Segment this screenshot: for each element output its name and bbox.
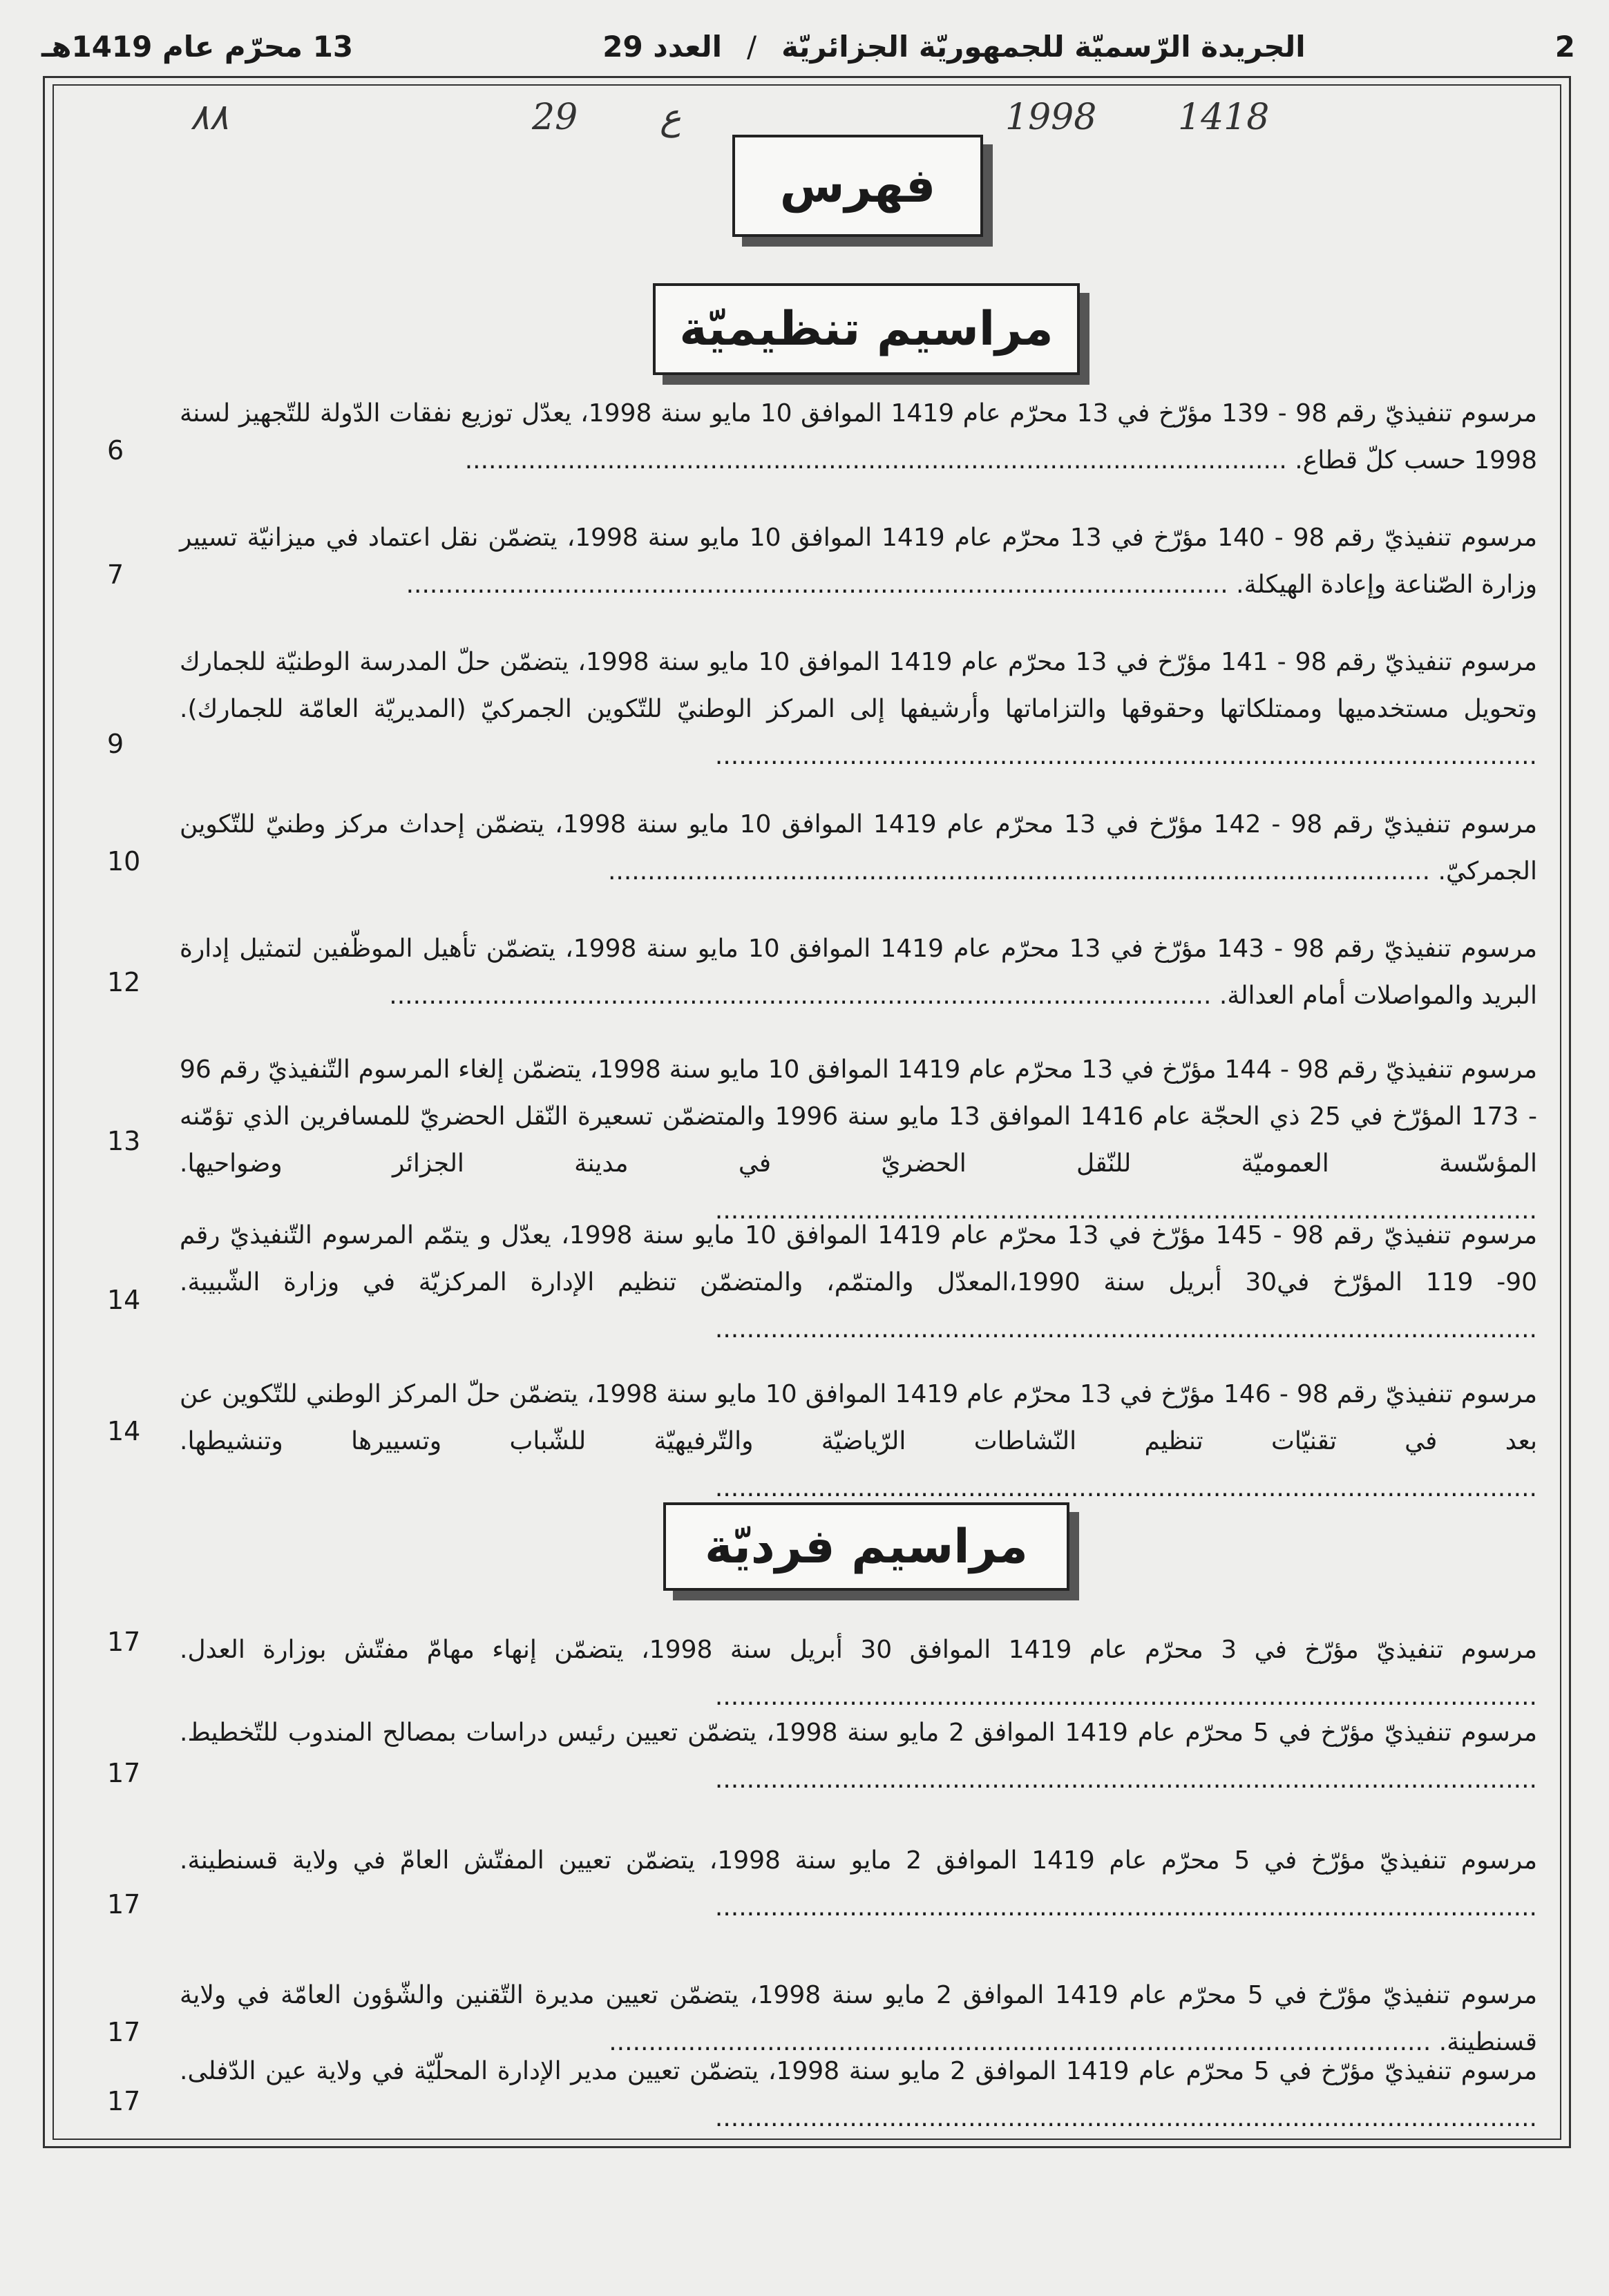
entry-page: 10 xyxy=(107,846,141,877)
entry-text: مرسوم تنفيذيّ رقم 98 - 140 مؤرّخ في 13 محرّم عام 1419 الموافق 10 مايو سنة 1998، يتضمّن نقل اعتماد في ميزانيّة تسيير وزارة الصّناعة وإعادة الهيكلة. ..... xyxy=(180,515,1537,609)
entry-text: مرسوم تنفيذيّ رقم 98 - 146 مؤرّخ في 13 محرّم عام 1419 الموافق 10 مايو سنة 1998، يتضمّن حلّ المركز الوطني للتّكوين عن بعد في تقنيّات تنظيم النّشاطات الرّياضيّة والتّرفيهيّة للشّباب وتسييرها وتنشيطها. ..... xyxy=(180,1371,1537,1465)
handwritten-note-e: ٨٨ xyxy=(190,97,229,138)
entry-text: مرسوم تنفيذيّ مؤرّخ في 5 محرّم عام 1419 الموافق 2 مايو سنة 1998، يتضمّن تعيين مدير الإدارة المحلّيّة في ولاية عين الدّفلى. ..... xyxy=(180,2048,1537,2142)
index-title: فهرس xyxy=(732,135,983,237)
entry-text: مرسوم تنفيذيّ مؤرّخ في 3 محرّم عام 1419 الموافق 30 أبريل سنة 1998، يتضمّن إنهاء مهامّ مفتّش بوزارة العدل. ..... xyxy=(180,1627,1537,1674)
entry-text: مرسوم تنفيذيّ مؤرّخ في 5 محرّم عام 1419 الموافق 2 مايو سنة 1998، يتضمّن تعيين مديرة التّقنين والشّؤون العامّة في ولاية قسنطينة. ..... xyxy=(180,1972,1537,2066)
handwritten-note-b: 1998 xyxy=(1005,97,1097,138)
entry-text: مرسوم تنفيذيّ مؤرّخ في 5 محرّم عام 1419 الموافق 2 مايو سنة 1998، يتضمّن تعيين رئيس دراسات بمصالح المندوب للتّخطيط. ..... xyxy=(180,1710,1537,1804)
handwritten-note-a: 1418 xyxy=(1178,97,1270,138)
entry-page: 12 xyxy=(107,967,141,997)
header-title-group xyxy=(602,30,1305,64)
entry-page: 6 xyxy=(107,435,124,466)
header-date: 13 محرّم عام 1419هـ xyxy=(41,29,354,64)
entry-page: 14 xyxy=(107,1285,141,1315)
entry-page: 13 xyxy=(107,1126,141,1156)
entry-page: 17 xyxy=(107,1889,141,1920)
entry-text: مرسوم تنفيذيّ رقم 98 - 139 مؤرّخ في 13 محرّم عام 1419 الموافق 10 مايو سنة 1998، يعدّل توزيع نفقات الدّولة للتّجهيز لسنة 1998 حسب كلّ قطاع. ..... xyxy=(180,390,1537,484)
individual-decrees-title: مراسيم فرديّة xyxy=(663,1502,1069,1591)
entry-text: مرسوم تنفيذيّ مؤرّخ في 5 محرّم عام 1419 الموافق 2 مايو سنة 1998، يتضمّن تعيين المفتّش العامّ في ولاية قسنطينة. ..... xyxy=(180,1837,1537,1931)
handwritten-note-c: ع xyxy=(660,97,682,138)
entry-text: مرسوم تنفيذيّ رقم 98 - 141 مؤرّخ في 13 محرّم عام 1419 الموافق 10 مايو سنة 1998، يتضمّن حلّ المدرسة الوطنيّة للجمارك وتحويل مستخدميها وممتلكاتها وحقوقها والتزاماتها وأرشيفها إلى المركز الوطنيّ للتّكوين الجمركيّ (المديريّة العامّة للجمارك). ..... xyxy=(180,639,1537,780)
entry-page: 9 xyxy=(107,729,124,759)
issue-label: العدد 29 xyxy=(602,29,722,64)
entry-page: 17 xyxy=(107,2017,141,2047)
handwritten-note-d: 29 xyxy=(532,97,578,138)
header-separator: / xyxy=(746,29,757,64)
regulatory-decrees-title: مراسيم تنظيميّة xyxy=(653,283,1080,375)
page-number: 2 xyxy=(1554,29,1575,64)
entry-text: مرسوم تنفيذيّ رقم 98 - 142 مؤرّخ في 13 محرّم عام 1419 الموافق 10 مايو سنة 1998، يتضمّن إحداث مركز وطنيّ للتّكوين الجمركيّ. ..... xyxy=(180,801,1537,895)
entry-text: مرسوم تنفيذيّ رقم 98 - 144 مؤرّخ في 13 محرّم عام 1419 الموافق 10 مايو سنة 1998، يتضمّن إلغاء المرسوم التّنفيذيّ رقم 96 - 173 المؤرّخ في 25 ذي الحجّة عام 1416 الموافق 13 مايو سنة 1996 والمتضمّن تسعيرة النّقل الحضريّ للمسافرين الذي تؤمّنه المؤسّسة العموميّة للنّقل الحضريّ في مدينة الجزائر وضواحيها. ..... xyxy=(180,1046,1537,1187)
entry-page: 7 xyxy=(107,559,124,590)
entry-page: 14 xyxy=(107,1416,141,1446)
running-header xyxy=(41,22,1575,70)
entry-page: 17 xyxy=(107,2086,141,2116)
entry-text: مرسوم تنفيذيّ رقم 98 - 145 مؤرّخ في 13 محرّم عام 1419 الموافق 10 مايو سنة 1998، يعدّل و يتمّم المرسوم التّنفيذيّ رقم 90- 119 المؤرّخ في30 أبريل سنة 1990،المعدّل والمتمّم، والمتضمّن تنظيم الإدارة المركزيّة في وزارة الشّبيبة. ..... xyxy=(180,1212,1537,1353)
journal-name: الجريدة الرّسميّة للجمهوريّة الجزائريّة xyxy=(781,29,1306,64)
entry-text: مرسوم تنفيذيّ رقم 98 - 143 مؤرّخ في 13 محرّم عام 1419 الموافق 10 مايو سنة 1998، يتضمّن تأهيل الموظّفين لتمثيل إدارة البريد والمواصلات أمام العدالة. ..... xyxy=(180,926,1537,1020)
entry-page: 17 xyxy=(107,1627,141,1657)
entry-page: 17 xyxy=(107,1758,141,1788)
